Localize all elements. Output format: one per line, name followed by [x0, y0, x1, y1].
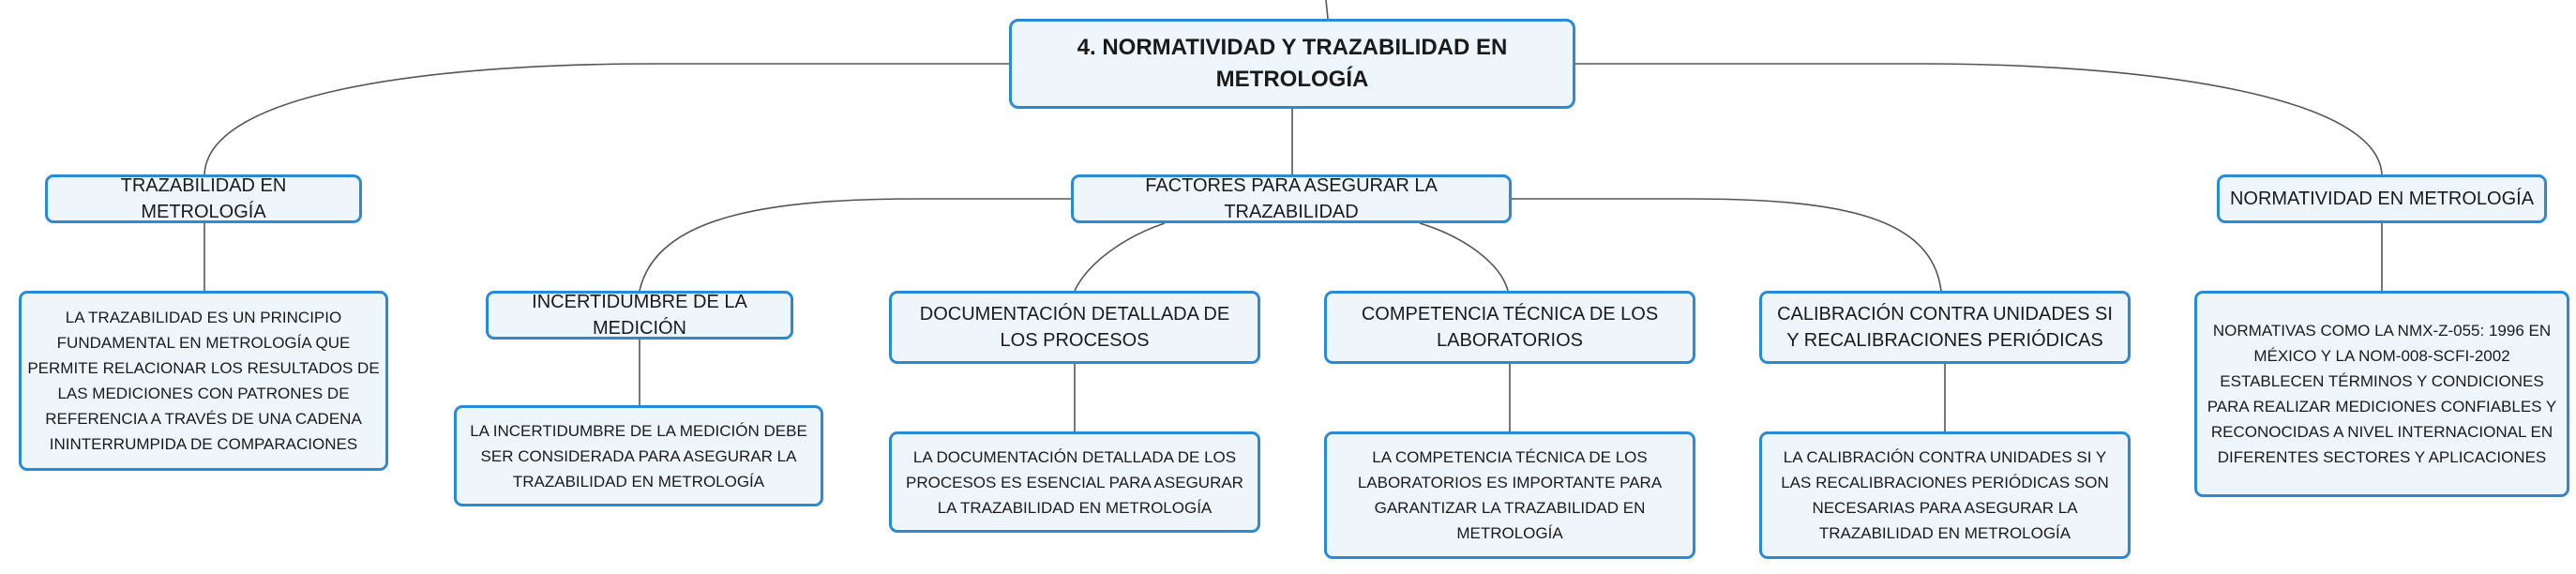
detail-trazabilidad-text: LA TRAZABILIDAD ES UN PRINCIPIO FUNDAMENTAL EN METROLOGÍA QUE PERMITE RELACIONAR LOS RESULTADOS DE LAS MEDICIONES CON PATRONES DE REFERENCIA A TRAVÉS DE UNA CADENA ININTERRUMPIDA DE COMPARACIONES: [27, 309, 380, 453]
factor-incertidumbre[interactable]: [486, 291, 793, 340]
root-topic[interactable]: [1009, 19, 1575, 109]
factor-incertidumbre-label: INCERTIDUMBRE DE LA MEDICIÓN: [532, 292, 747, 339]
detail-calibracion-text: LA CALIBRACIÓN CONTRA UNIDADES SI Y LAS RECALIBRACIONES PERIÓDICAS SON NECESARIAS PARA ASEGURAR LA TRAZABILIDAD EN METROLOGÍA: [1781, 448, 2109, 542]
connector-factores-calibracion: [1512, 199, 1941, 291]
factor-documentacion[interactable]: [889, 291, 1260, 364]
detail-documentacion-text: LA DOCUMENTACIÓN DETALLADA DE LOS PROCESOS ES ESENCIAL PARA ASEGURAR LA TRAZABILIDAD EN METROLOGÍA: [906, 447, 1243, 517]
factor-competencia-label: COMPETENCIA TÉCNICA DE LOS LABORATORIOS: [1361, 304, 1659, 351]
detail-trazabilidad[interactable]: [19, 291, 388, 471]
branch-trazabilidad-label: TRAZABILIDAD EN METROLOGÍA: [120, 175, 287, 222]
detail-documentacion[interactable]: [889, 431, 1260, 533]
branch-normatividad[interactable]: [2217, 174, 2547, 223]
detail-incertidumbre-text: LA INCERTIDUMBRE DE LA MEDICIÓN DEBE SER CONSIDERADA PARA ASEGURAR LA TRAZABILIDAD EN METROLOGÍA: [470, 421, 807, 491]
branch-normatividad-label: NORMATIVIDAD EN METROLOGÍA: [2229, 189, 2535, 209]
connector-factores-documentacion: [1075, 223, 1165, 291]
branch-factores-label: FACTORES PARA ASEGURAR LA TRAZABILIDAD: [1145, 175, 1438, 222]
branch-factores[interactable]: [1071, 174, 1512, 223]
factor-calibracion-label: CALIBRACIÓN CONTRA UNIDADES SI Y RECALIBRACIONES PERIÓDICAS: [1777, 304, 2113, 351]
detail-competencia-text: LA COMPETENCIA TÉCNICA DE LOS LABORATORIOS ES IMPORTANTE PARA GARANTIZAR LA TRAZABILIDAD EN METROLOGÍA: [1357, 448, 1663, 542]
connector-factores-incertidumbre: [640, 199, 1071, 291]
detail-normatividad-text: NORMATIVAS COMO LA NMX-Z-055: 1996 EN MÉXICO Y LA NOM-008-SCFI-2002 ESTABLECEN TÉRMINOS Y CONDICIONES PARA REALIZAR MEDICIONES CONFIABLES Y RECONOCIDAS A NIVEL INTERNACIONAL EN DIFERENTES SECTORES Y APLICACIONES: [2207, 322, 2557, 466]
detail-incertidumbre[interactable]: [454, 405, 823, 506]
connector-factores-competencia: [1420, 223, 1508, 291]
connector-incoming-root: [1326, 0, 1328, 19]
detail-calibracion[interactable]: [1759, 431, 2131, 559]
detail-competencia[interactable]: [1324, 431, 1695, 559]
factor-calibracion[interactable]: [1759, 291, 2131, 364]
branch-trazabilidad[interactable]: [45, 174, 362, 223]
factor-competencia[interactable]: [1324, 291, 1695, 364]
root-topic-label: 4. NORMATIVIDAD Y TRAZABILIDAD EN METROLOGÍA: [1077, 35, 1508, 92]
factor-documentacion-label: DOCUMENTACIÓN DETALLADA DE LOS PROCESOS: [919, 304, 1230, 351]
detail-normatividad[interactable]: [2194, 291, 2569, 497]
connector-root-trazabilidad: [204, 64, 1009, 174]
connector-root-normatividad: [1575, 64, 2382, 174]
